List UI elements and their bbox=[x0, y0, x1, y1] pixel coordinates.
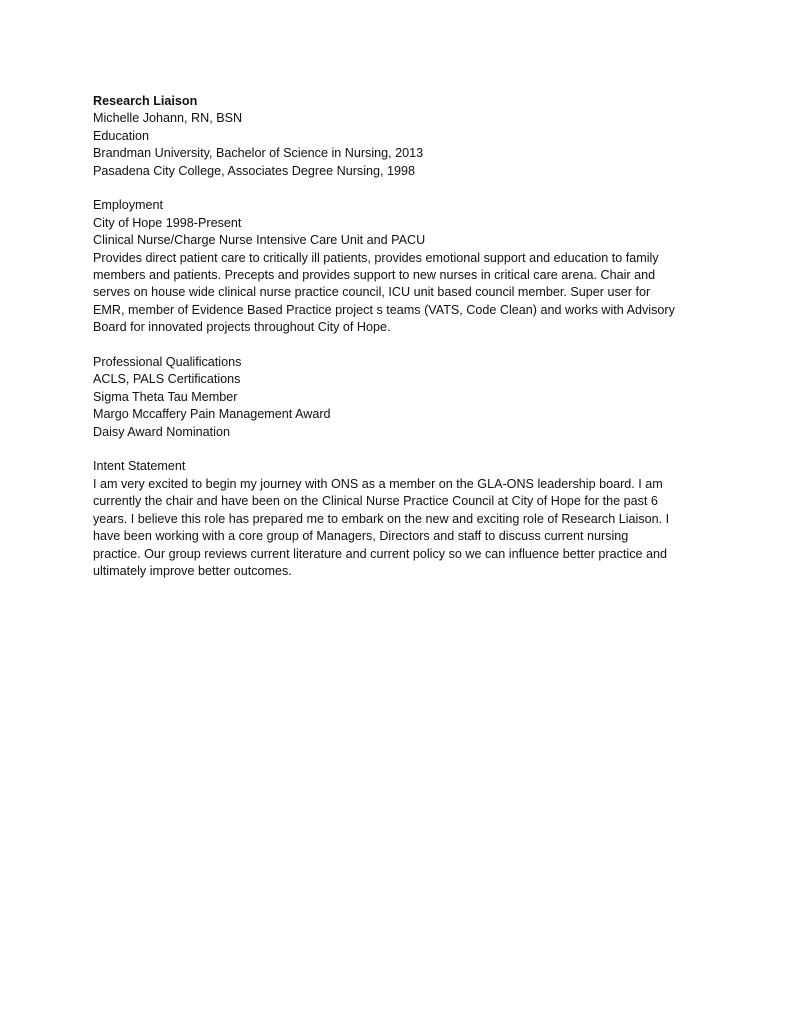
intent-line: practice. Our group reviews current literature and current policy so we can influence better practice and bbox=[93, 546, 667, 561]
candidate-name: Michelle Johann, RN, BSN bbox=[93, 111, 243, 126]
document-body bbox=[93, 93, 703, 580]
employment-description-line: Provides direct patient care to critically ill patients, provides emotional support and education to family bbox=[93, 250, 659, 265]
qualification-item: Sigma Theta Tau Member bbox=[93, 389, 238, 404]
intent-line: ultimately improve better outcomes. bbox=[93, 563, 292, 578]
paragraph-gap bbox=[93, 180, 703, 197]
education-label: Education bbox=[93, 128, 150, 143]
qualification-item: Margo Mccaffery Pain Management Award bbox=[93, 407, 331, 422]
intent-label: Intent Statement bbox=[93, 459, 186, 474]
employment-description-line: members and patients. Precepts and provides support to new nurses in critical care arena. Chair and bbox=[93, 268, 656, 283]
paragraph-gap bbox=[93, 441, 703, 458]
qualifications-label: Professional Qualifications bbox=[93, 355, 242, 370]
qualification-item: ACLS, PALS Certifications bbox=[93, 372, 241, 387]
employment-description-line: EMR, member of Evidence Based Practice project s teams (VATS, Code Clean) and works with Advisory bbox=[93, 302, 675, 317]
education-item: Pasadena City College, Associates Degree Nursing, 1998 bbox=[93, 163, 416, 178]
intent-line: years. I believe this role has prepared me to embark on the new and exciting role of Research Liaison. I bbox=[93, 511, 670, 526]
employment-label: Employment bbox=[93, 198, 163, 213]
document-heading: Research Liaison bbox=[93, 94, 198, 108]
intent-line: have been working with a core group of Managers, Directors and staff to discuss current nursing bbox=[93, 529, 629, 544]
employment-description-line: Board for innovated projects throughout City of Hope. bbox=[93, 320, 391, 335]
paragraph-gap bbox=[93, 337, 703, 354]
intent-line: I am very excited to begin my journey with ONS as a member on the GLA-ONS leadership board. I am bbox=[93, 476, 663, 491]
education-item: Brandman University, Bachelor of Science in Nursing, 2013 bbox=[93, 146, 424, 161]
qualification-item: Daisy Award Nomination bbox=[93, 424, 230, 439]
intent-line: currently the chair and have been on the Clinical Nurse Practice Council at City of Hope for the past 6 bbox=[93, 494, 658, 509]
employment-position: Clinical Nurse/Charge Nurse Intensive Care Unit and PACU bbox=[93, 233, 426, 248]
employment-description-line: serves on house wide clinical nurse practice council, ICU unit based council member. Super user for bbox=[93, 285, 651, 300]
employment-employer: City of Hope 1998-Present bbox=[93, 215, 242, 230]
